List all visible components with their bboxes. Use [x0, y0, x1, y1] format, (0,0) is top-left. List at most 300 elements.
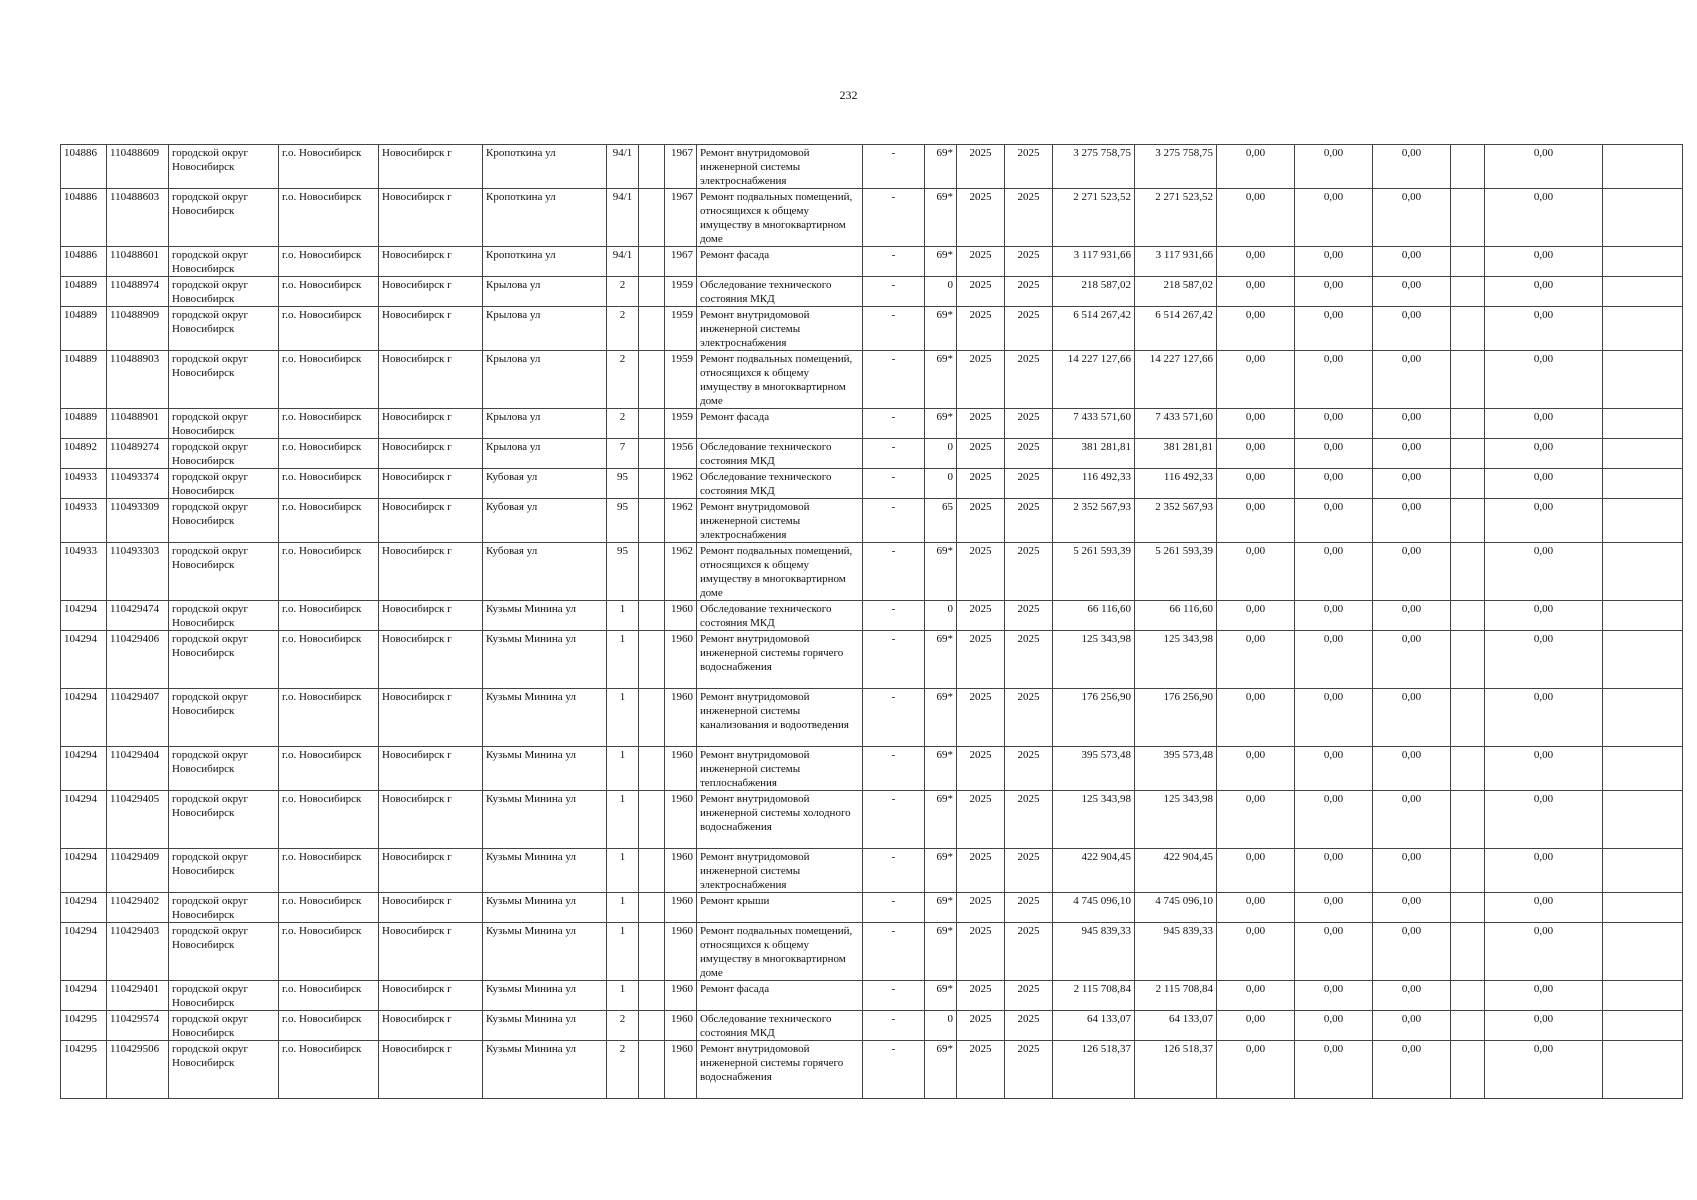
cell-v2: 0,00 [1295, 631, 1373, 689]
cell-sum1: 945 839,33 [1053, 923, 1135, 981]
cell-okrug: городской округ Новосибирск [169, 747, 279, 791]
cell-go: г.о. Новосибирск [279, 469, 379, 499]
cell-v1: 0,00 [1217, 409, 1295, 439]
cell-house: 94/1 [607, 189, 639, 247]
table-row [61, 981, 1683, 1011]
cell-v6 [1603, 1041, 1683, 1099]
cell-id: 104886 [61, 145, 107, 189]
cell-street: Кузьмы Минина ул [483, 923, 607, 981]
cell-year: 1960 [665, 893, 697, 923]
table-row [61, 747, 1683, 791]
cell-street: Кубовая ул [483, 469, 607, 499]
cell-house: 1 [607, 849, 639, 893]
cell-dash: - [863, 689, 925, 747]
cell-v4 [1451, 439, 1485, 469]
cell-extra [639, 247, 665, 277]
cell-code: 110429574 [107, 1011, 169, 1041]
cell-house: 2 [607, 307, 639, 351]
cell-v5: 0,00 [1485, 145, 1603, 189]
cell-year: 1960 [665, 791, 697, 849]
cell-v5: 0,00 [1485, 439, 1603, 469]
cell-sum2: 126 518,37 [1135, 1041, 1217, 1099]
cell-house: 94/1 [607, 247, 639, 277]
cell-code: 110488903 [107, 351, 169, 409]
cell-work: Обследование технического состояния МКД [697, 1011, 863, 1041]
cell-year: 1960 [665, 1041, 697, 1099]
cell-v4 [1451, 307, 1485, 351]
cell-v3: 0,00 [1373, 543, 1451, 601]
cell-year: 1960 [665, 689, 697, 747]
cell-sum2: 2 271 523,52 [1135, 189, 1217, 247]
cell-work: Ремонт внутридомовой инженерной системы теплоснабжения [697, 747, 863, 791]
cell-city: Новосибирск г [379, 409, 483, 439]
cell-year: 1960 [665, 601, 697, 631]
cell-code: 110429404 [107, 747, 169, 791]
cell-v4 [1451, 791, 1485, 849]
cell-pct: 69* [925, 145, 957, 189]
cell-y2: 2025 [1005, 601, 1053, 631]
cell-street: Кузьмы Минина ул [483, 1041, 607, 1099]
cell-city: Новосибирск г [379, 439, 483, 469]
cell-okrug: городской округ Новосибирск [169, 981, 279, 1011]
cell-v1: 0,00 [1217, 791, 1295, 849]
cell-y1: 2025 [957, 1041, 1005, 1099]
cell-house: 2 [607, 409, 639, 439]
cell-v4 [1451, 1011, 1485, 1041]
cell-y1: 2025 [957, 351, 1005, 409]
table-row [61, 893, 1683, 923]
cell-v6 [1603, 543, 1683, 601]
cell-okrug: городской округ Новосибирск [169, 601, 279, 631]
cell-sum2: 2 352 567,93 [1135, 499, 1217, 543]
cell-sum2: 7 433 571,60 [1135, 409, 1217, 439]
cell-v2: 0,00 [1295, 439, 1373, 469]
cell-city: Новосибирск г [379, 689, 483, 747]
cell-v4 [1451, 923, 1485, 981]
cell-code: 110429409 [107, 849, 169, 893]
cell-y2: 2025 [1005, 747, 1053, 791]
cell-y2: 2025 [1005, 893, 1053, 923]
table-row [61, 439, 1683, 469]
cell-extra [639, 1041, 665, 1099]
cell-v5: 0,00 [1485, 1011, 1603, 1041]
cell-year: 1959 [665, 307, 697, 351]
cell-go: г.о. Новосибирск [279, 189, 379, 247]
cell-work: Ремонт фасада [697, 247, 863, 277]
cell-y1: 2025 [957, 631, 1005, 689]
cell-okrug: городской округ Новосибирск [169, 409, 279, 439]
cell-extra [639, 981, 665, 1011]
cell-city: Новосибирск г [379, 981, 483, 1011]
cell-v2: 0,00 [1295, 277, 1373, 307]
cell-sum1: 381 281,81 [1053, 439, 1135, 469]
cell-work: Ремонт фасада [697, 409, 863, 439]
cell-work: Ремонт крыши [697, 893, 863, 923]
cell-y2: 2025 [1005, 923, 1053, 981]
cell-work: Обследование технического состояния МКД [697, 469, 863, 499]
cell-v4 [1451, 631, 1485, 689]
cell-street: Крылова ул [483, 439, 607, 469]
cell-house: 1 [607, 631, 639, 689]
cell-y1: 2025 [957, 747, 1005, 791]
cell-year: 1960 [665, 849, 697, 893]
cell-v1: 0,00 [1217, 351, 1295, 409]
cell-year: 1960 [665, 1011, 697, 1041]
cell-id: 104294 [61, 923, 107, 981]
cell-pct: 69* [925, 747, 957, 791]
cell-v4 [1451, 747, 1485, 791]
cell-street: Кубовая ул [483, 543, 607, 601]
cell-city: Новосибирск г [379, 849, 483, 893]
cell-v3: 0,00 [1373, 747, 1451, 791]
cell-house: 94/1 [607, 145, 639, 189]
cell-sum1: 218 587,02 [1053, 277, 1135, 307]
cell-v5: 0,00 [1485, 189, 1603, 247]
cell-id: 104294 [61, 849, 107, 893]
table-row [61, 631, 1683, 689]
cell-work: Ремонт внутридомовой инженерной системы холодного водоснабжения [697, 791, 863, 849]
cell-v5: 0,00 [1485, 277, 1603, 307]
cell-work: Ремонт подвальных помещений, относящихся к общему имуществу в многоквартирном доме [697, 923, 863, 981]
cell-dash: - [863, 409, 925, 439]
cell-v2: 0,00 [1295, 981, 1373, 1011]
cell-okrug: городской округ Новосибирск [169, 307, 279, 351]
table-row [61, 247, 1683, 277]
cell-city: Новосибирск г [379, 469, 483, 499]
cell-v6 [1603, 499, 1683, 543]
cell-y2: 2025 [1005, 543, 1053, 601]
table-row [61, 307, 1683, 351]
cell-v3: 0,00 [1373, 981, 1451, 1011]
cell-extra [639, 499, 665, 543]
cell-house: 2 [607, 277, 639, 307]
cell-y1: 2025 [957, 247, 1005, 277]
cell-city: Новосибирск г [379, 189, 483, 247]
cell-v4 [1451, 1041, 1485, 1099]
cell-sum2: 3 117 931,66 [1135, 247, 1217, 277]
cell-work: Обследование технического состояния МКД [697, 601, 863, 631]
cell-go: г.о. Новосибирск [279, 923, 379, 981]
cell-sum2: 218 587,02 [1135, 277, 1217, 307]
cell-y2: 2025 [1005, 689, 1053, 747]
cell-year: 1962 [665, 499, 697, 543]
cell-id: 104889 [61, 409, 107, 439]
cell-v5: 0,00 [1485, 601, 1603, 631]
cell-v3: 0,00 [1373, 849, 1451, 893]
cell-dash: - [863, 145, 925, 189]
cell-sum2: 945 839,33 [1135, 923, 1217, 981]
table-row [61, 469, 1683, 499]
cell-v6 [1603, 923, 1683, 981]
cell-city: Новосибирск г [379, 351, 483, 409]
cell-id: 104886 [61, 189, 107, 247]
cell-go: г.о. Новосибирск [279, 145, 379, 189]
cell-sum2: 66 116,60 [1135, 601, 1217, 631]
cell-work: Ремонт внутридомовой инженерной системы электроснабжения [697, 145, 863, 189]
cell-y2: 2025 [1005, 469, 1053, 499]
cell-okrug: городской округ Новосибирск [169, 1011, 279, 1041]
cell-go: г.о. Новосибирск [279, 631, 379, 689]
cell-extra [639, 849, 665, 893]
cell-work: Ремонт фасада [697, 981, 863, 1011]
cell-city: Новосибирск г [379, 543, 483, 601]
cell-year: 1959 [665, 351, 697, 409]
cell-dash: - [863, 747, 925, 791]
cell-y1: 2025 [957, 307, 1005, 351]
cell-y2: 2025 [1005, 439, 1053, 469]
cell-id: 104294 [61, 631, 107, 689]
cell-sum1: 3 117 931,66 [1053, 247, 1135, 277]
cell-sum1: 5 261 593,39 [1053, 543, 1135, 601]
cell-house: 1 [607, 981, 639, 1011]
cell-y1: 2025 [957, 499, 1005, 543]
cell-v6 [1603, 469, 1683, 499]
cell-v4 [1451, 849, 1485, 893]
cell-extra [639, 277, 665, 307]
cell-v3: 0,00 [1373, 631, 1451, 689]
cell-v3: 0,00 [1373, 1011, 1451, 1041]
cell-extra [639, 469, 665, 499]
cell-v6 [1603, 189, 1683, 247]
cell-code: 110429402 [107, 893, 169, 923]
cell-y2: 2025 [1005, 849, 1053, 893]
cell-v2: 0,00 [1295, 791, 1373, 849]
cell-sum1: 66 116,60 [1053, 601, 1135, 631]
cell-y1: 2025 [957, 439, 1005, 469]
cell-extra [639, 351, 665, 409]
cell-pct: 0 [925, 601, 957, 631]
cell-v3: 0,00 [1373, 469, 1451, 499]
cell-v6 [1603, 849, 1683, 893]
cell-id: 104933 [61, 469, 107, 499]
cell-code: 110493309 [107, 499, 169, 543]
cell-pct: 65 [925, 499, 957, 543]
cell-street: Кузьмы Минина ул [483, 601, 607, 631]
cell-pct: 69* [925, 409, 957, 439]
cell-y1: 2025 [957, 409, 1005, 439]
cell-v1: 0,00 [1217, 893, 1295, 923]
cell-go: г.о. Новосибирск [279, 601, 379, 631]
cell-go: г.о. Новосибирск [279, 351, 379, 409]
cell-v1: 0,00 [1217, 145, 1295, 189]
cell-id: 104892 [61, 439, 107, 469]
repair-program-table [60, 144, 1683, 1099]
cell-v1: 0,00 [1217, 689, 1295, 747]
cell-code: 110493374 [107, 469, 169, 499]
cell-street: Кузьмы Минина ул [483, 1011, 607, 1041]
cell-dash: - [863, 791, 925, 849]
cell-id: 104294 [61, 791, 107, 849]
cell-id: 104889 [61, 277, 107, 307]
cell-street: Кропоткина ул [483, 189, 607, 247]
cell-extra [639, 631, 665, 689]
cell-city: Новосибирск г [379, 1011, 483, 1041]
cell-go: г.о. Новосибирск [279, 981, 379, 1011]
cell-pct: 69* [925, 189, 957, 247]
cell-pct: 69* [925, 893, 957, 923]
cell-y1: 2025 [957, 689, 1005, 747]
cell-v6 [1603, 893, 1683, 923]
cell-v1: 0,00 [1217, 1011, 1295, 1041]
cell-code: 110488603 [107, 189, 169, 247]
cell-y2: 2025 [1005, 409, 1053, 439]
cell-dash: - [863, 351, 925, 409]
cell-city: Новосибирск г [379, 747, 483, 791]
table-row [61, 601, 1683, 631]
cell-y1: 2025 [957, 893, 1005, 923]
cell-sum2: 4 745 096,10 [1135, 893, 1217, 923]
cell-v2: 0,00 [1295, 307, 1373, 351]
cell-v2: 0,00 [1295, 689, 1373, 747]
cell-id: 104889 [61, 351, 107, 409]
cell-year: 1960 [665, 981, 697, 1011]
cell-y1: 2025 [957, 923, 1005, 981]
cell-pct: 0 [925, 277, 957, 307]
cell-y2: 2025 [1005, 277, 1053, 307]
cell-code: 110488909 [107, 307, 169, 351]
cell-sum2: 6 514 267,42 [1135, 307, 1217, 351]
cell-v6 [1603, 351, 1683, 409]
cell-v5: 0,00 [1485, 307, 1603, 351]
cell-extra [639, 543, 665, 601]
cell-street: Кузьмы Минина ул [483, 981, 607, 1011]
cell-extra [639, 189, 665, 247]
cell-v4 [1451, 469, 1485, 499]
cell-code: 110488601 [107, 247, 169, 277]
cell-id: 104294 [61, 689, 107, 747]
cell-id: 104294 [61, 981, 107, 1011]
cell-v6 [1603, 791, 1683, 849]
cell-work: Ремонт внутридомовой инженерной системы горячего водоснабжения [697, 631, 863, 689]
cell-v3: 0,00 [1373, 893, 1451, 923]
cell-pct: 69* [925, 923, 957, 981]
cell-code: 110489274 [107, 439, 169, 469]
cell-go: г.о. Новосибирск [279, 791, 379, 849]
cell-pct: 69* [925, 351, 957, 409]
cell-v5: 0,00 [1485, 499, 1603, 543]
cell-v6 [1603, 307, 1683, 351]
cell-v4 [1451, 893, 1485, 923]
cell-dash: - [863, 923, 925, 981]
cell-house: 95 [607, 499, 639, 543]
cell-code: 110429506 [107, 1041, 169, 1099]
cell-go: г.о. Новосибирск [279, 307, 379, 351]
cell-okrug: городской округ Новосибирск [169, 145, 279, 189]
cell-extra [639, 307, 665, 351]
cell-street: Кузьмы Минина ул [483, 747, 607, 791]
cell-y1: 2025 [957, 189, 1005, 247]
cell-v1: 0,00 [1217, 247, 1295, 277]
cell-v6 [1603, 409, 1683, 439]
cell-okrug: городской округ Новосибирск [169, 499, 279, 543]
cell-year: 1959 [665, 409, 697, 439]
cell-extra [639, 791, 665, 849]
cell-y1: 2025 [957, 145, 1005, 189]
cell-extra [639, 409, 665, 439]
cell-v6 [1603, 601, 1683, 631]
cell-city: Новосибирск г [379, 145, 483, 189]
table-row [61, 189, 1683, 247]
cell-code: 110429407 [107, 689, 169, 747]
cell-go: г.о. Новосибирск [279, 439, 379, 469]
cell-dash: - [863, 543, 925, 601]
cell-work: Ремонт внутридомовой инженерной системы канализования и водоотведения [697, 689, 863, 747]
cell-go: г.о. Новосибирск [279, 893, 379, 923]
cell-code: 110429406 [107, 631, 169, 689]
cell-v5: 0,00 [1485, 543, 1603, 601]
cell-year: 1962 [665, 469, 697, 499]
cell-y2: 2025 [1005, 1041, 1053, 1099]
cell-go: г.о. Новосибирск [279, 1011, 379, 1041]
cell-extra [639, 689, 665, 747]
cell-v5: 0,00 [1485, 747, 1603, 791]
cell-id: 104886 [61, 247, 107, 277]
cell-sum2: 422 904,45 [1135, 849, 1217, 893]
cell-okrug: городской округ Новосибирск [169, 689, 279, 747]
cell-sum2: 125 343,98 [1135, 791, 1217, 849]
cell-v3: 0,00 [1373, 145, 1451, 189]
cell-extra [639, 893, 665, 923]
cell-y2: 2025 [1005, 189, 1053, 247]
cell-id: 104294 [61, 601, 107, 631]
cell-street: Кузьмы Минина ул [483, 791, 607, 849]
cell-v3: 0,00 [1373, 409, 1451, 439]
cell-v2: 0,00 [1295, 543, 1373, 601]
cell-v5: 0,00 [1485, 247, 1603, 277]
cell-house: 1 [607, 601, 639, 631]
cell-pct: 69* [925, 849, 957, 893]
cell-y2: 2025 [1005, 791, 1053, 849]
cell-year: 1956 [665, 439, 697, 469]
cell-street: Кузьмы Минина ул [483, 893, 607, 923]
cell-pct: 69* [925, 981, 957, 1011]
cell-pct: 69* [925, 1041, 957, 1099]
cell-sum1: 64 133,07 [1053, 1011, 1135, 1041]
cell-extra [639, 747, 665, 791]
cell-dash: - [863, 1041, 925, 1099]
cell-code: 110488901 [107, 409, 169, 439]
cell-year: 1967 [665, 145, 697, 189]
cell-sum1: 116 492,33 [1053, 469, 1135, 499]
cell-v3: 0,00 [1373, 439, 1451, 469]
cell-okrug: городской округ Новосибирск [169, 893, 279, 923]
cell-work: Ремонт подвальных помещений, относящихся к общему имуществу в многоквартирном доме [697, 543, 863, 601]
cell-v5: 0,00 [1485, 351, 1603, 409]
cell-sum2: 64 133,07 [1135, 1011, 1217, 1041]
cell-v5: 0,00 [1485, 1041, 1603, 1099]
cell-street: Кузьмы Минина ул [483, 689, 607, 747]
cell-id: 104295 [61, 1011, 107, 1041]
cell-v1: 0,00 [1217, 189, 1295, 247]
cell-v3: 0,00 [1373, 499, 1451, 543]
cell-v3: 0,00 [1373, 307, 1451, 351]
cell-work: Обследование технического состояния МКД [697, 439, 863, 469]
cell-sum1: 2 115 708,84 [1053, 981, 1135, 1011]
cell-y1: 2025 [957, 543, 1005, 601]
cell-city: Новосибирск г [379, 307, 483, 351]
cell-okrug: городской округ Новосибирск [169, 791, 279, 849]
cell-go: г.о. Новосибирск [279, 409, 379, 439]
cell-sum1: 4 745 096,10 [1053, 893, 1135, 923]
cell-v5: 0,00 [1485, 409, 1603, 439]
cell-extra [639, 1011, 665, 1041]
cell-id: 104295 [61, 1041, 107, 1099]
cell-sum1: 6 514 267,42 [1053, 307, 1135, 351]
cell-dash: - [863, 981, 925, 1011]
table-row [61, 351, 1683, 409]
cell-v5: 0,00 [1485, 689, 1603, 747]
cell-okrug: городской округ Новосибирск [169, 469, 279, 499]
